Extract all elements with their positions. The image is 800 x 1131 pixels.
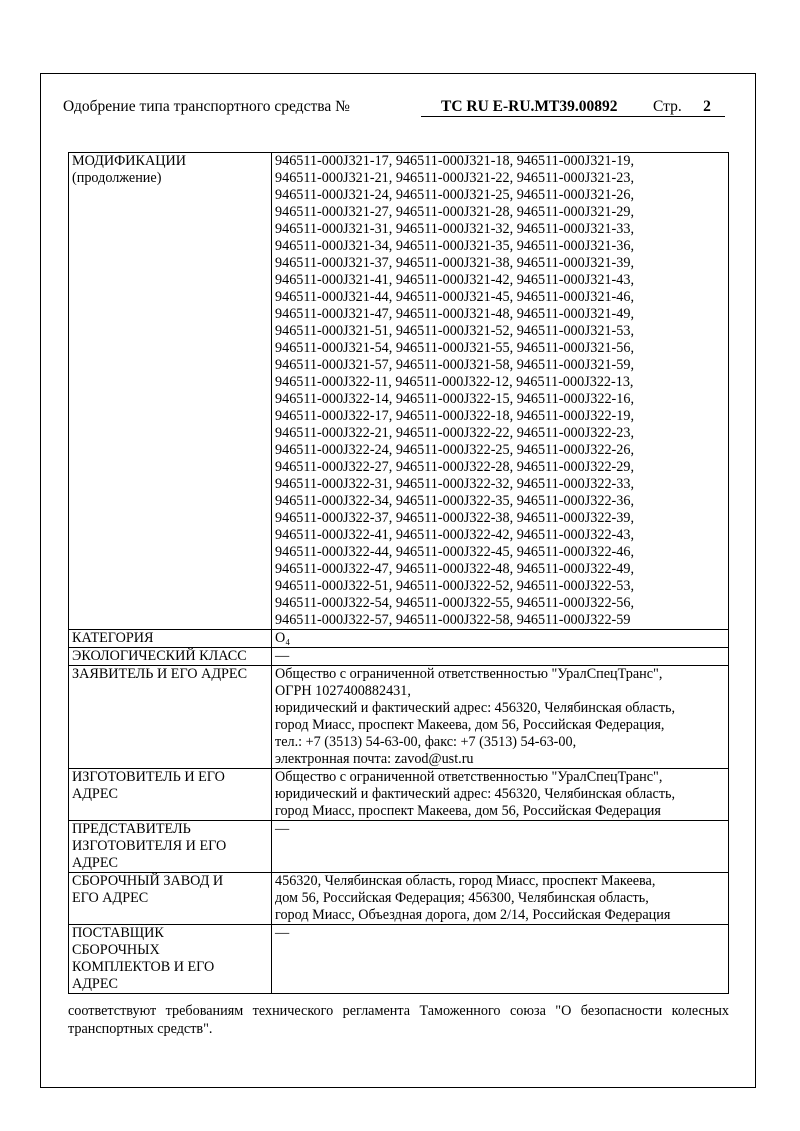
row-value-line: юридический и фактический адрес: 456320, Челябинская область, (275, 700, 676, 716)
row-value-line: 946511-000J322-11, 946511-000J322-12, 946511-000J322-13, (275, 374, 634, 390)
row-value-line: юридический и фактический адрес: 456320, Челябинская область, (275, 786, 676, 802)
row-label-cell (69, 769, 272, 821)
row-value-line: 946511-000J321-17, 946511-000J321-18, 946511-000J321-19, (275, 153, 635, 169)
document-header (63, 98, 723, 120)
row-value-line: — (275, 925, 290, 941)
row-value-line: тел.: +7 (3513) 54-63-00, факс: +7 (3513) 54-63-00, (275, 734, 577, 750)
row-label-line: КАТЕГОРИЯ (72, 630, 154, 646)
row-label-line: ЕГО АДРЕС (72, 890, 149, 906)
row-label-line: ЭКОЛОГИЧЕСКИЙ КЛАСС (72, 648, 247, 664)
row-value-line: Общество с ограниченной ответственностью "УралСпецТранс", (275, 769, 663, 785)
row-value-line: 946511-000J322-54, 946511-000J322-55, 946511-000J322-56, (275, 595, 635, 611)
row-value-line: 946511-000J321-21, 946511-000J321-22, 946511-000J321-23, (275, 170, 635, 186)
row-value-cell (272, 873, 729, 925)
table-row (69, 630, 729, 648)
row-label-cell (69, 630, 272, 648)
row-label-cell (69, 821, 272, 873)
approval-number: ТС RU E-RU.МТ39.00892 (441, 98, 618, 115)
row-label-line: СБОРОЧНЫХ (72, 942, 160, 958)
row-label-cell (69, 648, 272, 666)
row-value-cell (272, 769, 729, 821)
row-value-line: 946511-000J322-21, 946511-000J322-22, 946511-000J322-23, (275, 425, 635, 441)
row-value-line: 946511-000J322-24, 946511-000J322-25, 946511-000J322-26, (275, 442, 635, 458)
page-label: Стр. (653, 98, 682, 115)
row-label-cell (69, 153, 272, 630)
row-value-line: 946511-000J321-34, 946511-000J321-35, 946511-000J321-36, (275, 238, 635, 254)
table-row (69, 821, 729, 873)
table-row (69, 769, 729, 821)
row-value-line: 946511-000J322-51, 946511-000J322-52, 946511-000J322-53, (275, 578, 635, 594)
row-value-line: город Миасс, проспект Макеева, дом 56, Российская Федерация (275, 803, 661, 819)
row-value-line: 946511-000J321-37, 946511-000J321-38, 946511-000J321-39, (275, 255, 635, 271)
row-label-line: АДРЕС (72, 976, 118, 992)
row-value-line: 946511-000J321-41, 946511-000J321-42, 946511-000J321-43, (275, 272, 635, 288)
table-row (69, 666, 729, 769)
page-number: 2 (689, 98, 725, 117)
table-row (69, 925, 729, 994)
row-value-line: 946511-000J322-27, 946511-000J322-28, 946511-000J322-29, (275, 459, 635, 475)
row-value-line: — (275, 648, 290, 664)
row-label-line: ИЗГОТОВИТЕЛЬ И ЕГО (72, 769, 225, 785)
row-value-line: ОГРН 1027400882431, (275, 683, 411, 699)
row-value-line: 946511-000J322-44, 946511-000J322-45, 946511-000J322-46, (275, 544, 635, 560)
row-label-line: АДРЕС (72, 855, 118, 871)
row-value-line: O₄ (275, 630, 291, 646)
row-value-cell (272, 153, 729, 630)
row-label-cell (69, 873, 272, 925)
row-label-cell (69, 666, 272, 769)
row-value-line: 456320, Челябинская область, город Миасс, проспект Макеева, (275, 873, 656, 889)
row-value-line: — (275, 821, 290, 837)
row-value-line: 946511-000J322-57, 946511-000J322-58, 946511-000J322-59 (275, 612, 631, 628)
row-value-line: дом 56, Российская Федерация; 456300, Челябинская область, (275, 890, 649, 906)
row-value-line: электронная почта: zavod@ust.ru (275, 751, 474, 767)
row-label-line: СБОРОЧНЫЙ ЗАВОД И (72, 873, 224, 889)
row-value-line: 946511-000J322-47, 946511-000J322-48, 946511-000J322-49, (275, 561, 635, 577)
row-value-cell (272, 821, 729, 873)
row-label-cell (69, 925, 272, 994)
specification-table (68, 152, 729, 994)
row-value-cell (272, 666, 729, 769)
row-label-line: (продолжение) (72, 170, 162, 186)
row-value-cell (272, 630, 729, 648)
row-label-line: ПРЕДСТАВИТЕЛЬ (72, 821, 191, 837)
row-value-line: 946511-000J322-17, 946511-000J322-18, 946511-000J322-19, (275, 408, 635, 424)
table-row (69, 873, 729, 925)
row-label-line: ИЗГОТОВИТЕЛЯ И ЕГО (72, 838, 227, 854)
row-value-line: 946511-000J321-51, 946511-000J321-52, 946511-000J321-53, (275, 323, 635, 339)
row-value-line: 946511-000J321-44, 946511-000J321-45, 946511-000J321-46, (275, 289, 635, 305)
row-value-line: 946511-000J321-57, 946511-000J321-58, 946511-000J321-59, (275, 357, 635, 373)
row-value-line: 946511-000J321-54, 946511-000J321-55, 946511-000J321-56, (275, 340, 635, 356)
row-value-line: 946511-000J322-14, 946511-000J322-15, 946511-000J322-16, (275, 391, 635, 407)
approval-number-field (421, 98, 691, 117)
row-value-line: 946511-000J321-47, 946511-000J321-48, 946511-000J321-49, (275, 306, 635, 322)
row-value-line: 946511-000J321-27, 946511-000J321-28, 946511-000J321-29, (275, 204, 635, 220)
row-value-line: 946511-000J322-37, 946511-000J322-38, 946511-000J322-39, (275, 510, 635, 526)
row-value-line: 946511-000J322-34, 946511-000J322-35, 946511-000J322-36, (275, 493, 635, 509)
row-value-cell (272, 925, 729, 994)
row-value-line: 946511-000J321-24, 946511-000J321-25, 946511-000J321-26, (275, 187, 635, 203)
row-value-cell (272, 648, 729, 666)
row-label-line: КОМПЛЕКТОВ И ЕГО (72, 959, 215, 975)
row-label-line: ЗАЯВИТЕЛЬ И ЕГО АДРЕС (72, 666, 248, 682)
row-value-line: 946511-000J322-41, 946511-000J322-42, 946511-000J322-43, (275, 527, 635, 543)
header-title: Одобрение типа транспортного средства № (63, 98, 350, 115)
compliance-statement: соответствуют требованиям технического регламента Таможенного союза "О безопасности колесных транспортных средств". (68, 1003, 729, 1037)
row-value-line: Общество с ограниченной ответственностью "УралСпецТранс", (275, 666, 663, 682)
table-row (69, 648, 729, 666)
row-value-line: 946511-000J321-31, 946511-000J321-32, 946511-000J321-33, (275, 221, 635, 237)
row-label-line: ПОСТАВЩИК (72, 925, 164, 941)
row-value-line: 946511-000J322-31, 946511-000J322-32, 946511-000J322-33, (275, 476, 635, 492)
row-value-line: город Миасс, проспект Макеева, дом 56, Российская Федерация, (275, 717, 665, 733)
row-label-line: АДРЕС (72, 786, 118, 802)
table-row (69, 153, 729, 630)
row-label-line: МОДИФИКАЦИИ (72, 153, 186, 169)
row-value-line: город Миасс, Объездная дорога, дом 2/14, Российская Федерация (275, 907, 671, 923)
